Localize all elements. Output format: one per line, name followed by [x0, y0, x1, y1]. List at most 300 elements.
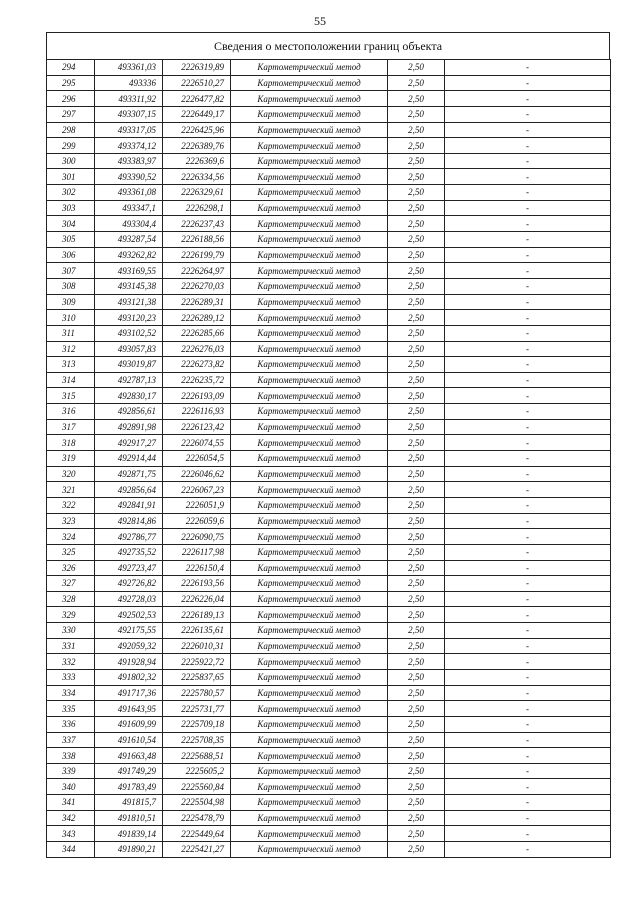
table-row — [47, 91, 611, 107]
method-cell: Картометрический метод — [231, 263, 388, 279]
note-cell: - — [445, 310, 611, 326]
y-coordinate-cell: 2225837,65 — [163, 669, 231, 685]
accuracy-cell: 2,50 — [388, 200, 445, 216]
x-coordinate-cell: 493390,52 — [95, 169, 163, 185]
method-cell: Картометрический метод — [231, 310, 388, 326]
x-coordinate-cell: 493019,87 — [95, 357, 163, 373]
y-coordinate-cell: 2226010,31 — [163, 638, 231, 654]
table-row — [47, 779, 611, 795]
method-cell: Картометрический метод — [231, 716, 388, 732]
y-coordinate-cell: 2225922,72 — [163, 654, 231, 670]
y-coordinate-cell: 2226510,27 — [163, 75, 231, 91]
note-cell: - — [445, 185, 611, 201]
method-cell: Картометрический метод — [231, 482, 388, 498]
x-coordinate-cell: 493383,97 — [95, 153, 163, 169]
point-number-cell: 344 — [47, 842, 95, 858]
point-number-cell: 317 — [47, 419, 95, 435]
note-cell: - — [445, 466, 611, 482]
coordinates-table — [46, 59, 611, 858]
point-number-cell: 332 — [47, 654, 95, 670]
note-cell: - — [445, 513, 611, 529]
accuracy-cell: 2,50 — [388, 576, 445, 592]
point-number-cell: 310 — [47, 310, 95, 326]
point-number-cell: 319 — [47, 451, 95, 467]
x-coordinate-cell: 492728,03 — [95, 591, 163, 607]
note-cell: - — [445, 341, 611, 357]
note-cell: - — [445, 623, 611, 639]
accuracy-cell: 2,50 — [388, 669, 445, 685]
point-number-cell: 311 — [47, 325, 95, 341]
method-cell: Картометрический метод — [231, 779, 388, 795]
note-cell: - — [445, 388, 611, 404]
x-coordinate-cell: 491815,7 — [95, 795, 163, 811]
note-cell: - — [445, 842, 611, 858]
note-cell: - — [445, 138, 611, 154]
x-coordinate-cell: 493102,52 — [95, 325, 163, 341]
point-number-cell: 315 — [47, 388, 95, 404]
point-number-cell: 338 — [47, 748, 95, 764]
accuracy-cell: 2,50 — [388, 91, 445, 107]
accuracy-cell: 2,50 — [388, 372, 445, 388]
note-cell: - — [445, 169, 611, 185]
y-coordinate-cell: 2226298,1 — [163, 200, 231, 216]
table-row — [47, 513, 611, 529]
table-row — [47, 763, 611, 779]
point-number-cell: 302 — [47, 185, 95, 201]
point-number-cell: 321 — [47, 482, 95, 498]
note-cell: - — [445, 60, 611, 76]
table-row — [47, 372, 611, 388]
x-coordinate-cell: 491783,49 — [95, 779, 163, 795]
point-number-cell: 336 — [47, 716, 95, 732]
method-cell: Картометрический метод — [231, 75, 388, 91]
point-number-cell: 328 — [47, 591, 95, 607]
method-cell: Картометрический метод — [231, 576, 388, 592]
y-coordinate-cell: 2226123,42 — [163, 419, 231, 435]
method-cell: Картометрический метод — [231, 106, 388, 122]
table-row — [47, 748, 611, 764]
table-row — [47, 341, 611, 357]
table-row — [47, 669, 611, 685]
method-cell: Картометрический метод — [231, 623, 388, 639]
accuracy-cell: 2,50 — [388, 497, 445, 513]
note-cell: - — [445, 591, 611, 607]
note-cell: - — [445, 482, 611, 498]
table-row — [47, 638, 611, 654]
x-coordinate-cell: 493145,38 — [95, 278, 163, 294]
method-cell: Картометрический метод — [231, 247, 388, 263]
x-coordinate-cell: 491839,14 — [95, 826, 163, 842]
y-coordinate-cell: 2226051,9 — [163, 497, 231, 513]
note-cell: - — [445, 748, 611, 764]
y-coordinate-cell: 2226425,96 — [163, 122, 231, 138]
table-row — [47, 357, 611, 373]
method-cell: Картометрический метод — [231, 497, 388, 513]
method-cell: Картометрический метод — [231, 169, 388, 185]
y-coordinate-cell: 2226226,04 — [163, 591, 231, 607]
table-row — [47, 325, 611, 341]
x-coordinate-cell: 491609,99 — [95, 716, 163, 732]
accuracy-cell: 2,50 — [388, 106, 445, 122]
method-cell: Картометрический метод — [231, 591, 388, 607]
note-cell: - — [445, 153, 611, 169]
y-coordinate-cell: 2226059,6 — [163, 513, 231, 529]
method-cell: Картометрический метод — [231, 638, 388, 654]
table-row — [47, 294, 611, 310]
x-coordinate-cell: 491717,36 — [95, 685, 163, 701]
y-coordinate-cell: 2226477,82 — [163, 91, 231, 107]
accuracy-cell: 2,50 — [388, 232, 445, 248]
accuracy-cell: 2,50 — [388, 466, 445, 482]
y-coordinate-cell: 2226135,61 — [163, 623, 231, 639]
y-coordinate-cell: 2226270,03 — [163, 278, 231, 294]
note-cell: - — [445, 122, 611, 138]
method-cell: Картометрический метод — [231, 748, 388, 764]
point-number-cell: 297 — [47, 106, 95, 122]
table-row — [47, 544, 611, 560]
note-cell: - — [445, 325, 611, 341]
table-row — [47, 623, 611, 639]
accuracy-cell: 2,50 — [388, 638, 445, 654]
accuracy-cell: 2,50 — [388, 185, 445, 201]
note-cell: - — [445, 544, 611, 560]
accuracy-cell: 2,50 — [388, 810, 445, 826]
table-row — [47, 200, 611, 216]
y-coordinate-cell: 2226329,61 — [163, 185, 231, 201]
note-cell: - — [445, 654, 611, 670]
point-number-cell: 312 — [47, 341, 95, 357]
x-coordinate-cell: 493361,03 — [95, 60, 163, 76]
table-row — [47, 388, 611, 404]
note-cell: - — [445, 247, 611, 263]
point-number-cell: 337 — [47, 732, 95, 748]
method-cell: Картометрический метод — [231, 60, 388, 76]
method-cell: Картометрический метод — [231, 91, 388, 107]
accuracy-cell: 2,50 — [388, 75, 445, 91]
accuracy-cell: 2,50 — [388, 451, 445, 467]
y-coordinate-cell: 2226193,56 — [163, 576, 231, 592]
y-coordinate-cell: 2226054,5 — [163, 451, 231, 467]
accuracy-cell: 2,50 — [388, 153, 445, 169]
y-coordinate-cell: 2225449,64 — [163, 826, 231, 842]
accuracy-cell: 2,50 — [388, 263, 445, 279]
y-coordinate-cell: 2226067,23 — [163, 482, 231, 498]
x-coordinate-cell: 493120,23 — [95, 310, 163, 326]
x-coordinate-cell: 492786,77 — [95, 529, 163, 545]
x-coordinate-cell: 492871,75 — [95, 466, 163, 482]
point-number-cell: 342 — [47, 810, 95, 826]
note-cell: - — [445, 372, 611, 388]
note-cell: - — [445, 75, 611, 91]
accuracy-cell: 2,50 — [388, 138, 445, 154]
table-row — [47, 435, 611, 451]
accuracy-cell: 2,50 — [388, 779, 445, 795]
method-cell: Картометрический метод — [231, 357, 388, 373]
method-cell: Картометрический метод — [231, 216, 388, 232]
note-cell: - — [445, 232, 611, 248]
y-coordinate-cell: 2226289,31 — [163, 294, 231, 310]
y-coordinate-cell: 2226334,56 — [163, 169, 231, 185]
x-coordinate-cell: 493121,38 — [95, 294, 163, 310]
method-cell: Картометрический метод — [231, 842, 388, 858]
note-cell: - — [445, 419, 611, 435]
y-coordinate-cell: 2226117,98 — [163, 544, 231, 560]
y-coordinate-cell: 2226276,03 — [163, 341, 231, 357]
note-cell: - — [445, 576, 611, 592]
x-coordinate-cell: 493336 — [95, 75, 163, 91]
point-number-cell: 307 — [47, 263, 95, 279]
point-number-cell: 309 — [47, 294, 95, 310]
table-row — [47, 169, 611, 185]
table-row — [47, 842, 611, 858]
x-coordinate-cell: 493374,12 — [95, 138, 163, 154]
table-row — [47, 278, 611, 294]
table-row — [47, 310, 611, 326]
method-cell: Картометрический метод — [231, 544, 388, 560]
method-cell: Картометрический метод — [231, 669, 388, 685]
point-number-cell: 320 — [47, 466, 95, 482]
table-row — [47, 607, 611, 623]
table-row — [47, 701, 611, 717]
y-coordinate-cell: 2226389,76 — [163, 138, 231, 154]
method-cell: Картометрический метод — [231, 404, 388, 420]
table-row — [47, 232, 611, 248]
table-title: Сведения о местоположении границ объекта — [46, 32, 610, 59]
table-row — [47, 466, 611, 482]
point-number-cell: 340 — [47, 779, 95, 795]
point-number-cell: 298 — [47, 122, 95, 138]
x-coordinate-cell: 492830,17 — [95, 388, 163, 404]
note-cell: - — [445, 826, 611, 842]
table-row — [47, 138, 611, 154]
note-cell: - — [445, 716, 611, 732]
table-row — [47, 732, 611, 748]
accuracy-cell: 2,50 — [388, 795, 445, 811]
method-cell: Картометрический метод — [231, 732, 388, 748]
x-coordinate-cell: 491928,94 — [95, 654, 163, 670]
point-number-cell: 330 — [47, 623, 95, 639]
y-coordinate-cell: 2226074,55 — [163, 435, 231, 451]
note-cell: - — [445, 263, 611, 279]
table-row — [47, 795, 611, 811]
accuracy-cell: 2,50 — [388, 482, 445, 498]
method-cell: Картометрический метод — [231, 294, 388, 310]
note-cell: - — [445, 357, 611, 373]
x-coordinate-cell: 493307,15 — [95, 106, 163, 122]
x-coordinate-cell: 493057,83 — [95, 341, 163, 357]
point-number-cell: 299 — [47, 138, 95, 154]
table-row — [47, 576, 611, 592]
y-coordinate-cell: 2226235,72 — [163, 372, 231, 388]
point-number-cell: 324 — [47, 529, 95, 545]
point-number-cell: 322 — [47, 497, 95, 513]
table-row — [47, 560, 611, 576]
table-row — [47, 153, 611, 169]
note-cell: - — [445, 278, 611, 294]
x-coordinate-cell: 493169,55 — [95, 263, 163, 279]
y-coordinate-cell: 2226264,97 — [163, 263, 231, 279]
point-number-cell: 329 — [47, 607, 95, 623]
note-cell: - — [445, 497, 611, 513]
note-cell: - — [445, 106, 611, 122]
x-coordinate-cell: 491802,32 — [95, 669, 163, 685]
point-number-cell: 327 — [47, 576, 95, 592]
y-coordinate-cell: 2226285,66 — [163, 325, 231, 341]
accuracy-cell: 2,50 — [388, 701, 445, 717]
y-coordinate-cell: 2225708,35 — [163, 732, 231, 748]
point-number-cell: 306 — [47, 247, 95, 263]
y-coordinate-cell: 2226189,13 — [163, 607, 231, 623]
accuracy-cell: 2,50 — [388, 294, 445, 310]
table-row — [47, 482, 611, 498]
y-coordinate-cell: 2226237,43 — [163, 216, 231, 232]
table-row — [47, 451, 611, 467]
table-row — [47, 419, 611, 435]
method-cell: Картометрический метод — [231, 435, 388, 451]
x-coordinate-cell: 492914,44 — [95, 451, 163, 467]
point-number-cell: 294 — [47, 60, 95, 76]
boundary-table-sheet — [46, 32, 610, 858]
method-cell: Картометрический метод — [231, 826, 388, 842]
point-number-cell: 301 — [47, 169, 95, 185]
accuracy-cell: 2,50 — [388, 826, 445, 842]
note-cell: - — [445, 216, 611, 232]
y-coordinate-cell: 2226449,17 — [163, 106, 231, 122]
table-row — [47, 685, 611, 701]
y-coordinate-cell: 2226150,4 — [163, 560, 231, 576]
note-cell: - — [445, 669, 611, 685]
note-cell: - — [445, 560, 611, 576]
method-cell: Картометрический метод — [231, 560, 388, 576]
method-cell: Картометрический метод — [231, 153, 388, 169]
page-number: 55 — [314, 14, 326, 28]
x-coordinate-cell: 493347,1 — [95, 200, 163, 216]
method-cell: Картометрический метод — [231, 529, 388, 545]
point-number-cell: 308 — [47, 278, 95, 294]
y-coordinate-cell: 2226273,82 — [163, 357, 231, 373]
method-cell: Картометрический метод — [231, 685, 388, 701]
point-number-cell: 334 — [47, 685, 95, 701]
point-number-cell: 343 — [47, 826, 95, 842]
y-coordinate-cell: 2226199,79 — [163, 247, 231, 263]
accuracy-cell: 2,50 — [388, 654, 445, 670]
accuracy-cell: 2,50 — [388, 732, 445, 748]
y-coordinate-cell: 2226193,09 — [163, 388, 231, 404]
accuracy-cell: 2,50 — [388, 529, 445, 545]
accuracy-cell: 2,50 — [388, 60, 445, 76]
method-cell: Картометрический метод — [231, 200, 388, 216]
accuracy-cell: 2,50 — [388, 623, 445, 639]
x-coordinate-cell: 492726,82 — [95, 576, 163, 592]
y-coordinate-cell: 2226369,6 — [163, 153, 231, 169]
method-cell: Картометрический метод — [231, 138, 388, 154]
method-cell: Картометрический метод — [231, 654, 388, 670]
accuracy-cell: 2,50 — [388, 560, 445, 576]
point-number-cell: 333 — [47, 669, 95, 685]
y-coordinate-cell: 2225560,84 — [163, 779, 231, 795]
accuracy-cell: 2,50 — [388, 544, 445, 560]
x-coordinate-cell: 492891,98 — [95, 419, 163, 435]
x-coordinate-cell: 492856,64 — [95, 482, 163, 498]
method-cell: Картометрический метод — [231, 372, 388, 388]
y-coordinate-cell: 2225478,79 — [163, 810, 231, 826]
x-coordinate-cell: 492917,27 — [95, 435, 163, 451]
x-coordinate-cell: 493317,05 — [95, 122, 163, 138]
y-coordinate-cell: 2225731,77 — [163, 701, 231, 717]
x-coordinate-cell: 492175,55 — [95, 623, 163, 639]
point-number-cell: 313 — [47, 357, 95, 373]
accuracy-cell: 2,50 — [388, 748, 445, 764]
method-cell: Картометрический метод — [231, 388, 388, 404]
note-cell: - — [445, 91, 611, 107]
x-coordinate-cell: 491749,29 — [95, 763, 163, 779]
x-coordinate-cell: 492502,53 — [95, 607, 163, 623]
x-coordinate-cell: 492841,91 — [95, 497, 163, 513]
method-cell: Картометрический метод — [231, 185, 388, 201]
method-cell: Картометрический метод — [231, 232, 388, 248]
note-cell: - — [445, 294, 611, 310]
method-cell: Картометрический метод — [231, 810, 388, 826]
accuracy-cell: 2,50 — [388, 388, 445, 404]
point-number-cell: 326 — [47, 560, 95, 576]
point-number-cell: 305 — [47, 232, 95, 248]
y-coordinate-cell: 2226319,89 — [163, 60, 231, 76]
x-coordinate-cell: 491643,95 — [95, 701, 163, 717]
accuracy-cell: 2,50 — [388, 341, 445, 357]
x-coordinate-cell: 492856,61 — [95, 404, 163, 420]
method-cell: Картометрический метод — [231, 607, 388, 623]
note-cell: - — [445, 701, 611, 717]
note-cell: - — [445, 451, 611, 467]
y-coordinate-cell: 2225504,98 — [163, 795, 231, 811]
method-cell: Картометрический метод — [231, 451, 388, 467]
point-number-cell: 300 — [47, 153, 95, 169]
method-cell: Картометрический метод — [231, 341, 388, 357]
y-coordinate-cell: 2225780,57 — [163, 685, 231, 701]
point-number-cell: 341 — [47, 795, 95, 811]
accuracy-cell: 2,50 — [388, 310, 445, 326]
accuracy-cell: 2,50 — [388, 169, 445, 185]
x-coordinate-cell: 492814,86 — [95, 513, 163, 529]
y-coordinate-cell: 2225709,18 — [163, 716, 231, 732]
point-number-cell: 323 — [47, 513, 95, 529]
point-number-cell: 318 — [47, 435, 95, 451]
y-coordinate-cell: 2226116,93 — [163, 404, 231, 420]
accuracy-cell: 2,50 — [388, 278, 445, 294]
table-row — [47, 826, 611, 842]
method-cell: Картометрический метод — [231, 278, 388, 294]
method-cell: Картометрический метод — [231, 763, 388, 779]
coordinates-table-body — [47, 60, 611, 858]
point-number-cell: 296 — [47, 91, 95, 107]
note-cell: - — [445, 763, 611, 779]
x-coordinate-cell: 493304,4 — [95, 216, 163, 232]
accuracy-cell: 2,50 — [388, 607, 445, 623]
point-number-cell: 325 — [47, 544, 95, 560]
table-row — [47, 185, 611, 201]
y-coordinate-cell: 2226090,75 — [163, 529, 231, 545]
point-number-cell: 295 — [47, 75, 95, 91]
accuracy-cell: 2,50 — [388, 591, 445, 607]
note-cell: - — [445, 404, 611, 420]
y-coordinate-cell: 2225605,2 — [163, 763, 231, 779]
table-row — [47, 60, 611, 76]
table-row — [47, 497, 611, 513]
table-row — [47, 122, 611, 138]
point-number-cell: 304 — [47, 216, 95, 232]
table-row — [47, 716, 611, 732]
accuracy-cell: 2,50 — [388, 357, 445, 373]
